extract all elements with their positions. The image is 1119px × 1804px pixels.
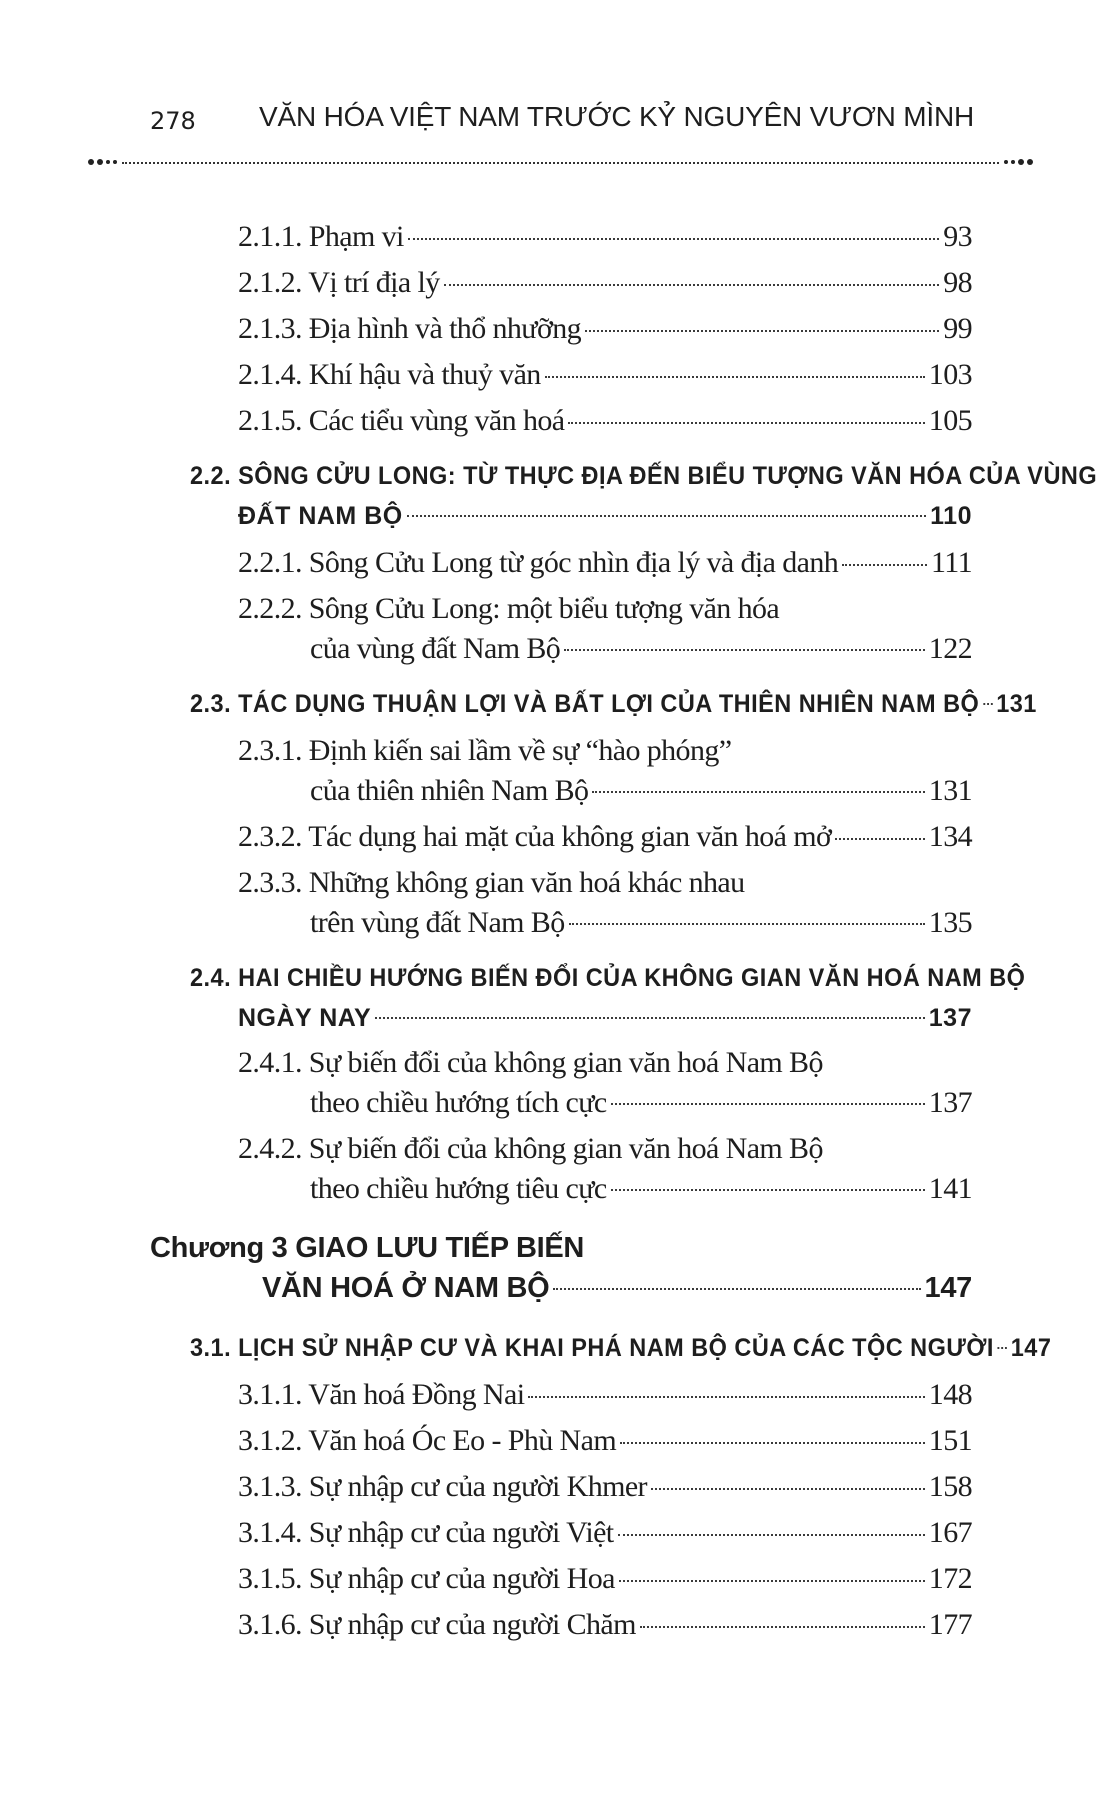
toc-entry [238, 820, 972, 854]
toc-entry-title: 2.1.4. Khí hậu và thuỷ văn [238, 358, 541, 391]
toc-entry [238, 312, 972, 346]
toc-entry-page: 134 [928, 820, 972, 853]
toc-entry-page: 131 [928, 774, 972, 807]
running-title: VĂN HÓA VIỆT NAM TRƯỚC KỶ NGUYÊN VƯƠN MÌNH [259, 101, 974, 132]
toc-section-heading-cont [238, 1004, 972, 1033]
toc-entry-title: 2.4.1. Sự biến đổi của không gian văn hoá Nam Bộ [238, 1046, 823, 1079]
divider-ornament-left-icon [88, 158, 118, 166]
toc-entry-page: 122 [928, 632, 972, 665]
toc-section-heading [190, 1334, 1052, 1363]
dot-leader [592, 791, 924, 793]
toc-entry [238, 358, 972, 392]
toc-entry [238, 1608, 972, 1642]
toc-section-heading: 2.4. HAI CHIỀU HƯỚNG BIẾN ĐỔI CỦA KHÔNG GIAN VĂN HOÁ NAM BỘ [190, 964, 1026, 992]
dot-leader [835, 838, 925, 840]
toc-entry-page: 98 [943, 266, 972, 299]
toc-entry-page: 105 [928, 404, 972, 437]
toc-entry-page: 111 [931, 546, 972, 579]
toc-entry-page: 137 [928, 1004, 972, 1032]
toc-entry-title: 2.2.1. Sông Cửu Long từ góc nhìn địa lý và địa danh [238, 546, 839, 579]
toc-entry-page: 177 [928, 1608, 972, 1641]
dot-leader [640, 1626, 925, 1628]
toc-entry-page: 110 [930, 502, 972, 530]
toc-entry [238, 1562, 972, 1596]
dot-leader [998, 1347, 1007, 1349]
toc-entry-title: 2.3.1. Định kiến sai lầm về sự “hào phóng” [238, 734, 732, 767]
toc-entry [238, 1516, 972, 1550]
toc-entry-title: 3.1.2. Văn hoá Óc Eo - Phù Nam [238, 1424, 617, 1457]
toc-entry-title-cont: theo chiều hướng tiêu cực [310, 1172, 607, 1205]
toc-entry-page: 172 [928, 1562, 972, 1595]
toc-entry-title: 2.1.1. Phạm vi [238, 220, 404, 253]
toc-entry-page: 148 [928, 1378, 972, 1411]
dot-leader [611, 1103, 925, 1105]
toc-chapter-heading-cont [262, 1272, 972, 1305]
divider-ornament-right-icon [1003, 158, 1033, 166]
toc-entry-page: 93 [943, 220, 972, 253]
dot-leader [545, 376, 925, 378]
dot-leader [569, 923, 925, 925]
header-divider [88, 158, 1033, 166]
toc-entry-page: 103 [928, 358, 972, 391]
dot-leader [842, 564, 927, 566]
toc-entry-page: 99 [943, 312, 972, 345]
toc-entry-title-cont: của vùng đất Nam Bộ [310, 632, 561, 665]
dot-leader [553, 1288, 920, 1290]
toc-entry-title: 2.3. TÁC DỤNG THUẬN LỢI VÀ BẤT LỢI CỦA THIÊN NHIÊN NAM BỘ [190, 690, 980, 718]
toc-entry-page: 147 [924, 1272, 972, 1304]
toc-entry-page: 158 [928, 1470, 972, 1503]
toc-entry-title-cont: theo chiều hướng tích cực [310, 1086, 607, 1119]
toc-entry-title: 2.1.3. Địa hình và thổ nhưỡng [238, 312, 582, 345]
toc-entry-title: 2.2.2. Sông Cửu Long: một biểu tượng văn hóa [238, 592, 780, 625]
toc-entry-page: 147 [1010, 1334, 1052, 1362]
toc-entry [238, 220, 972, 254]
dot-leader [983, 703, 992, 705]
dot-leader [620, 1442, 925, 1444]
toc-entry-cont [310, 1086, 972, 1120]
dot-leader [528, 1396, 924, 1398]
toc-entry-title-cont: trên vùng đất Nam Bộ [310, 906, 565, 939]
toc-entry-cont [310, 632, 972, 666]
toc-entry-page: 135 [928, 906, 972, 939]
toc-entry-title: VĂN HOÁ Ở NAM BỘ [262, 1272, 550, 1304]
toc-entry-title: 3.1.6. Sự nhập cư của người Chăm [238, 1608, 636, 1641]
toc-entry-cont [310, 906, 972, 940]
dot-leader [408, 238, 939, 240]
toc-chapter-heading: Chương 3 GIAO LƯU TIẾP BIẾN [150, 1232, 585, 1264]
toc-entry-page: 141 [928, 1172, 972, 1205]
page-number: 278 [150, 107, 196, 135]
toc-entry-title: 3.1.4. Sự nhập cư của người Việt [238, 1516, 614, 1549]
toc-entry [238, 546, 972, 580]
dot-leader [564, 649, 925, 651]
toc-entry-title: 3.1.1. Văn hoá Đồng Nai [238, 1378, 525, 1411]
dot-leader [444, 284, 940, 286]
toc-entry-title: 2.3.2. Tác dụng hai mặt của không gian văn hoá mở [238, 820, 832, 853]
dot-leader [651, 1488, 925, 1490]
toc-section-heading [190, 690, 1037, 719]
toc-entry-title: 2.1.5. Các tiểu vùng văn hoá [238, 404, 565, 437]
toc-entry-page: 151 [928, 1424, 972, 1457]
toc-entry [238, 1470, 972, 1504]
toc-entry-title-cont: của thiên nhiên Nam Bộ [310, 774, 589, 807]
toc-section-heading-cont [238, 502, 972, 531]
toc-entry-title: ĐẤT NAM BỘ [238, 502, 403, 530]
dotted-rule [122, 162, 999, 164]
toc-entry-title: 3.1.3. Sự nhập cư của người Khmer [238, 1470, 647, 1503]
toc-entry-page: 167 [928, 1516, 972, 1549]
dot-leader [619, 1580, 925, 1582]
toc-entry-page: 131 [996, 690, 1037, 718]
toc-entry-title: 3.1. LỊCH SỬ NHẬP CƯ VÀ KHAI PHÁ NAM BỘ CỦA CÁC TỘC NGƯỜI [190, 1334, 994, 1362]
page-header [150, 95, 974, 145]
toc-entry-title: NGÀY NAY [238, 1004, 372, 1032]
toc-entry-title: 2.1.2. Vị trí địa lý [238, 266, 440, 299]
toc-entry-cont [310, 1172, 972, 1206]
toc-entry [238, 1424, 972, 1458]
toc-entry-title: 3.1.5. Sự nhập cư của người Hoa [238, 1562, 615, 1595]
toc-entry-page: 137 [928, 1086, 972, 1119]
toc-entry [238, 404, 972, 438]
dot-leader [407, 515, 926, 517]
dot-leader [568, 422, 924, 424]
dot-leader [585, 330, 939, 332]
toc-entry-title: 2.3.3. Những không gian văn hoá khác nhau [238, 866, 745, 899]
toc-entry-title: 2.4.2. Sự biến đổi của không gian văn hoá Nam Bộ [238, 1132, 823, 1165]
toc-entry [238, 266, 972, 300]
toc-entry-cont [310, 774, 972, 808]
dot-leader [618, 1534, 925, 1536]
dot-leader [611, 1189, 925, 1191]
dot-leader [375, 1017, 925, 1019]
toc-entry [238, 1378, 972, 1412]
toc-section-heading: 2.2. SÔNG CỬU LONG: TỪ THỰC ĐỊA ĐẾN BIỂU TƯỢNG VĂN HÓA CỦA VÙNG [190, 462, 1098, 490]
